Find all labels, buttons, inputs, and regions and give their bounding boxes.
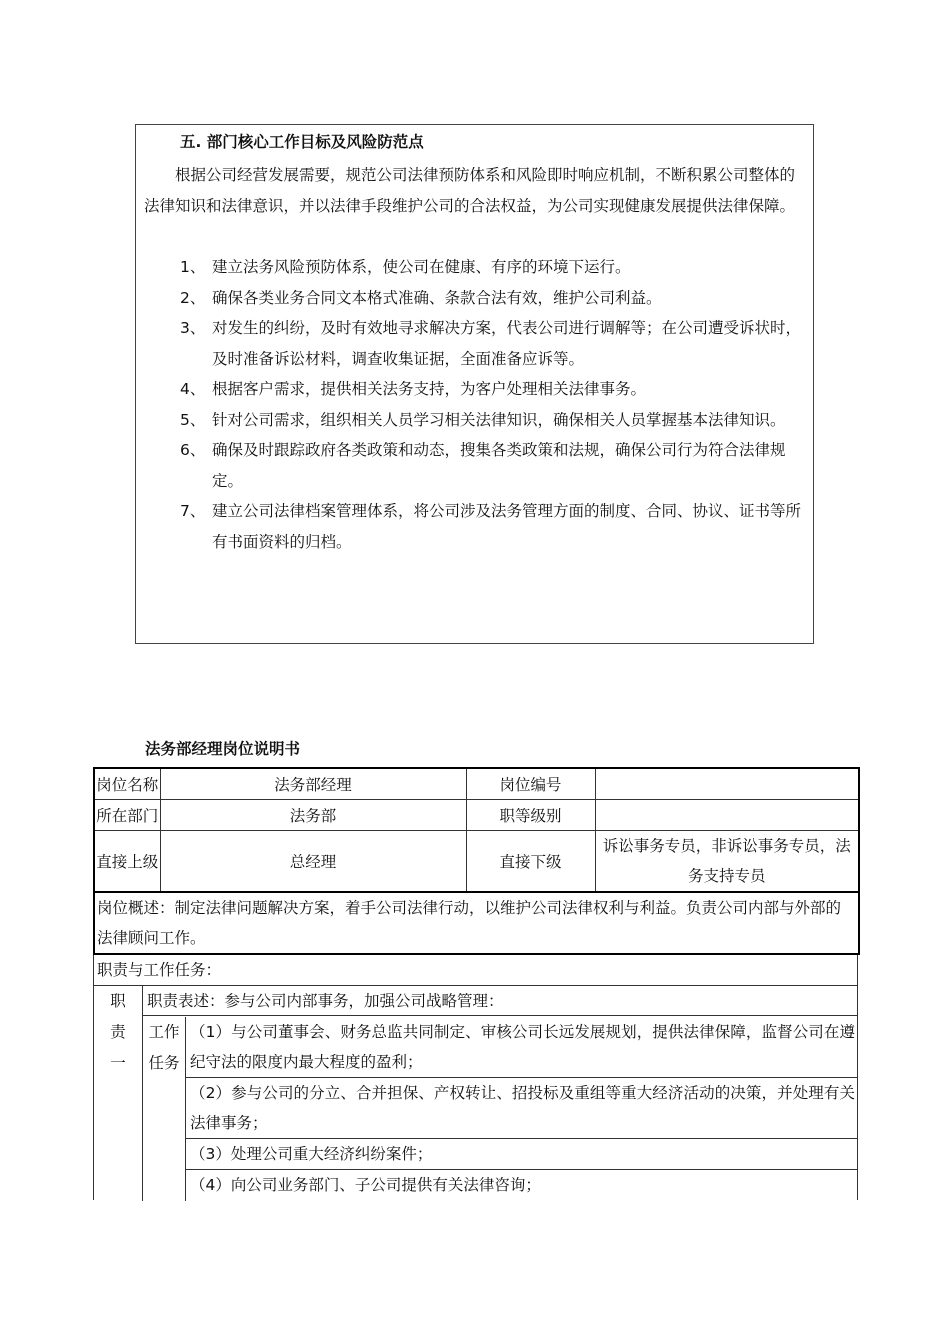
list-item (180, 313, 810, 374)
item-number: 6、 (180, 441, 206, 459)
position-code-label: 岗位编号 (466, 768, 595, 799)
duty-label-char: 职 (110, 992, 126, 1010)
grade-value (595, 799, 859, 830)
item-text: 建立法务风险预防体系，使公司在健康、有序的环境下运行。 (212, 258, 631, 276)
job-info-table (93, 767, 860, 955)
table-row (94, 799, 859, 830)
superior-value: 总经理 (160, 830, 466, 892)
task-item: （3）处理公司重大经济纠纷案件； (186, 1139, 857, 1170)
subordinate-value: 诉讼事务专员，非诉讼事务专员，法务支持专员 (595, 830, 859, 892)
duties-section (93, 955, 858, 1200)
duty-block (94, 985, 857, 1201)
duties-heading: 职责与工作任务： (97, 961, 222, 979)
list-item (180, 283, 810, 314)
item-text: 建立公司法律档案管理体系，将公司涉及法务管理方面的制度、合同、协议、证书等所有书面资料的归档。 (212, 502, 802, 551)
section5-intro-text: 根据公司经营发展需要，规范公司法律预防体系和风险即时响应机制，不断积累公司整体的法律知识和法律意识，并以法律手段维护公司的合法权益，为公司实现健康发展提供法律保障。 (144, 166, 796, 215)
superior-label: 直接上级 (94, 830, 160, 892)
department-value: 法务部 (160, 799, 466, 830)
duty-label (94, 986, 142, 1201)
task-item: （1）与公司董事会、财务总监共同制定、审核公司长远发展规划，提供法律保障，监督公司在遵纪守法的限度内最大程度的盈利； (186, 1017, 857, 1078)
item-text: 针对公司需求，组织相关人员学习相关法律知识，确保相关人员掌握基本法律知识。 (212, 410, 786, 429)
section5-box (135, 124, 814, 644)
item-number: 3、 (180, 319, 206, 337)
subordinate-label: 直接下级 (466, 830, 595, 892)
item-number: 5、 (180, 410, 206, 429)
item-text: 确保各类业务合同文本格式准确、条款合法有效，维护公司利益。 (212, 288, 662, 307)
item-number: 1、 (180, 258, 206, 276)
item-number: 7、 (180, 502, 206, 520)
section5-title: 五. 部门核心工作目标及风险防范点 (180, 133, 424, 151)
list-item (180, 496, 810, 557)
item-text: 确保及时跟踪政府各类政策和动态，搜集各类政策和法规，确保公司行为符合法律规定。 (212, 441, 786, 490)
duty-label-char: 一 (110, 1054, 126, 1072)
item-number: 2、 (180, 288, 206, 307)
task-label (143, 1017, 185, 1201)
section5-intro (144, 160, 806, 221)
item-number: 4、 (180, 380, 206, 398)
task-list (186, 1017, 857, 1200)
task-item: （4）向公司业务部门、子公司提供有关法律咨询； (190, 1176, 541, 1194)
section5-item-list (180, 252, 810, 557)
table-row (94, 892, 859, 954)
list-item (180, 405, 810, 436)
position-code-value (595, 768, 859, 799)
table-row (94, 768, 859, 799)
duty-description: 职责表述：参与公司内部事务，加强公司战略管理： (143, 986, 857, 1016)
task-item: （2）参与公司的分立、合并担保、产权转让、招投标及重组等重大经济活动的决策，并处理有关法律事务； (186, 1078, 857, 1139)
table-row (94, 830, 859, 892)
grade-label: 职等级别 (466, 799, 595, 830)
list-item (180, 252, 810, 283)
position-name-value: 法务部经理 (160, 768, 466, 799)
task-label-line: 任务 (148, 1054, 180, 1072)
department-label: 所在部门 (94, 799, 160, 830)
item-text: 对发生的纠纷，及时有效地寻求解决方案，代表公司进行调解等；在公司遭受诉状时，及时准备诉讼材料，调查收集证据，全面准备应诉等。 (212, 319, 802, 368)
task-label-line: 工作 (148, 1023, 180, 1041)
list-item (180, 435, 810, 496)
duty-label-char: 责 (110, 1023, 126, 1041)
position-summary: 岗位概述：制定法律问题解决方案，着手公司法律行动，以维护公司法律权利与利益。负责公司内部与外部的法律顾问工作。 (94, 892, 859, 954)
item-text: 根据客户需求，提供相关法务支持，为客户处理相关法律事务。 (212, 380, 647, 398)
position-name-label: 岗位名称 (94, 768, 160, 799)
job-doc-title: 法务部经理岗位说明书 (145, 740, 301, 758)
list-item (180, 374, 810, 405)
